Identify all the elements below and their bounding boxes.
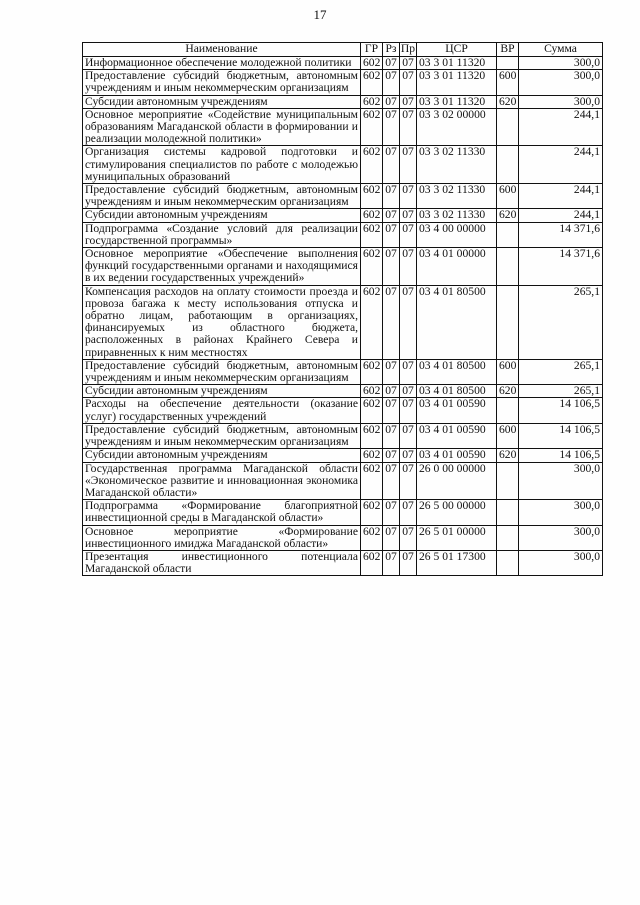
cell-pr: 07 (400, 108, 417, 146)
cell-pr: 07 (400, 57, 417, 70)
cell-vr: 600 (497, 359, 519, 384)
cell-sum: 265,1 (519, 285, 603, 359)
cell-gr: 602 (361, 550, 383, 575)
cell-csr: 26 5 00 00000 (417, 500, 497, 525)
cell-sum: 300,0 (519, 500, 603, 525)
cell-rz: 07 (383, 70, 400, 95)
table-row (83, 70, 603, 95)
cell-csr: 03 4 00 00000 (417, 222, 497, 247)
table-body (83, 57, 603, 576)
cell-pr: 07 (400, 423, 417, 448)
table-row (83, 108, 603, 146)
cell-name: Предоставление субсидий бюджетным, автономным учреждениям и иным некоммерческим организациям (83, 184, 361, 209)
cell-rz: 07 (383, 385, 400, 398)
cell-pr: 07 (400, 359, 417, 384)
cell-sum: 265,1 (519, 359, 603, 384)
cell-name: Основное мероприятие «Формирование инвестиционного имиджа Магаданской области» (83, 525, 361, 550)
page-number: 17 (313, 7, 327, 22)
cell-sum: 244,1 (519, 146, 603, 184)
cell-pr: 07 (400, 95, 417, 108)
cell-rz: 07 (383, 57, 400, 70)
cell-rz: 07 (383, 423, 400, 448)
cell-vr (497, 146, 519, 184)
table-row (83, 500, 603, 525)
cell-name: Презентация инвестиционного потенциала Магаданской области (83, 550, 361, 575)
cell-vr (497, 525, 519, 550)
cell-sum: 300,0 (519, 462, 603, 500)
budget-table (82, 42, 603, 576)
cell-name: Компенсация расходов на оплату стоимости проезда и провоза багажа к месту использования отпуска и обратно лицам, работающим в организациях, финансируемых из областного бюджета, расположенных в районах Крайнего Севера и приравненных к ним местностях (83, 285, 361, 359)
cell-gr: 602 (361, 359, 383, 384)
cell-gr: 602 (361, 57, 383, 70)
table-row (83, 222, 603, 247)
cell-rz: 07 (383, 359, 400, 384)
cell-vr: 600 (497, 70, 519, 95)
cell-pr: 07 (400, 209, 417, 222)
cell-gr: 602 (361, 108, 383, 146)
cell-vr: 600 (497, 423, 519, 448)
cell-csr: 26 5 01 17300 (417, 550, 497, 575)
cell-sum: 244,1 (519, 108, 603, 146)
cell-csr: 26 0 00 00000 (417, 462, 497, 500)
cell-name: Подпрограмма «Создание условий для реализации государственной программы» (83, 222, 361, 247)
cell-sum: 300,0 (519, 70, 603, 95)
cell-gr: 602 (361, 146, 383, 184)
header-vr: ВР (497, 43, 519, 57)
cell-gr: 602 (361, 184, 383, 209)
table-row (83, 146, 603, 184)
cell-gr: 602 (361, 209, 383, 222)
cell-csr: 03 4 01 80500 (417, 285, 497, 359)
cell-vr (497, 222, 519, 247)
cell-vr (497, 550, 519, 575)
cell-gr: 602 (361, 500, 383, 525)
table-row (83, 449, 603, 462)
cell-name: Основное мероприятие «Обеспечение выполнения функций государственными органами и находящимися в их ведении государственных учреждений» (83, 248, 361, 286)
table-row (83, 248, 603, 286)
cell-name: Предоставление субсидий бюджетным, автономным учреждениям и иным некоммерческим организациям (83, 423, 361, 448)
cell-rz: 07 (383, 248, 400, 286)
table-row (83, 57, 603, 70)
cell-pr: 07 (400, 385, 417, 398)
cell-vr (497, 500, 519, 525)
cell-rz: 07 (383, 209, 400, 222)
cell-vr: 620 (497, 209, 519, 222)
cell-name: Информационное обеспечение молодежной политики (83, 57, 361, 70)
cell-csr: 03 3 01 11320 (417, 95, 497, 108)
cell-sum: 300,0 (519, 57, 603, 70)
table-row (83, 359, 603, 384)
cell-gr: 602 (361, 285, 383, 359)
cell-rz: 07 (383, 462, 400, 500)
cell-rz: 07 (383, 108, 400, 146)
cell-pr: 07 (400, 146, 417, 184)
cell-gr: 602 (361, 423, 383, 448)
cell-csr: 03 4 01 00000 (417, 248, 497, 286)
header-row (83, 43, 603, 57)
cell-sum: 14 106,5 (519, 423, 603, 448)
cell-vr (497, 57, 519, 70)
cell-csr: 03 3 01 11320 (417, 70, 497, 95)
cell-vr (497, 398, 519, 423)
cell-vr: 620 (497, 449, 519, 462)
cell-gr: 602 (361, 525, 383, 550)
header-name: Наименование (83, 43, 361, 57)
cell-pr: 07 (400, 248, 417, 286)
cell-vr: 600 (497, 184, 519, 209)
cell-name: Предоставление субсидий бюджетным, автономным учреждениям и иным некоммерческим организациям (83, 359, 361, 384)
cell-name: Субсидии автономным учреждениям (83, 449, 361, 462)
cell-csr: 03 4 01 00590 (417, 449, 497, 462)
header-pr: Пр (400, 42, 416, 55)
cell-pr: 07 (400, 184, 417, 209)
cell-sum: 300,0 (519, 95, 603, 108)
cell-pr: 07 (400, 462, 417, 500)
header-gr: ГР (361, 43, 383, 57)
cell-vr: 620 (497, 95, 519, 108)
cell-rz: 07 (383, 146, 400, 184)
table-row (83, 525, 603, 550)
cell-rz: 07 (383, 222, 400, 247)
cell-csr: 26 5 01 00000 (417, 525, 497, 550)
cell-name: Организация системы кадровой подготовки и стимулирования специалистов по работе с молодежью муниципальных образований (83, 146, 361, 184)
table-row (83, 550, 603, 575)
table-row (83, 462, 603, 500)
cell-gr: 602 (361, 462, 383, 500)
cell-csr: 03 3 02 11330 (417, 209, 497, 222)
cell-gr: 602 (361, 449, 383, 462)
cell-sum: 14 371,6 (519, 248, 603, 286)
cell-sum: 265,1 (519, 385, 603, 398)
cell-gr: 602 (361, 385, 383, 398)
cell-sum: 300,0 (519, 525, 603, 550)
cell-rz: 07 (383, 500, 400, 525)
cell-pr: 07 (400, 500, 417, 525)
cell-name: Субсидии автономным учреждениям (83, 209, 361, 222)
cell-pr: 07 (400, 525, 417, 550)
cell-name: Основное мероприятие «Содействие муниципальным образованиям Магаданской области в формировании и реализации молодежной политики» (83, 108, 361, 146)
table-row (83, 423, 603, 448)
cell-rz: 07 (383, 95, 400, 108)
cell-rz: 07 (383, 525, 400, 550)
header-csr: ЦСР (417, 43, 497, 57)
cell-csr: 03 3 02 00000 (417, 108, 497, 146)
cell-vr (497, 248, 519, 286)
cell-gr: 602 (361, 248, 383, 286)
cell-rz: 07 (383, 550, 400, 575)
table-row (83, 385, 603, 398)
cell-rz: 07 (383, 398, 400, 423)
cell-name: Предоставление субсидий бюджетным, автономным учреждениям и иным некоммерческим организациям (83, 70, 361, 95)
cell-name: Государственная программа Магаданской области «Экономическое развитие и инновационная экономика Магаданской области» (83, 462, 361, 500)
table-row (83, 95, 603, 108)
cell-gr: 602 (361, 70, 383, 95)
table-row (83, 398, 603, 423)
cell-csr: 03 3 01 11320 (417, 57, 497, 70)
cell-name: Расходы на обеспечение деятельности (оказание услуг) государственных учреждений (83, 398, 361, 423)
cell-vr (497, 285, 519, 359)
cell-name: Субсидии автономным учреждениям (83, 385, 361, 398)
cell-pr: 07 (400, 285, 417, 359)
header-rz: Рз (383, 43, 400, 57)
cell-csr: 03 4 01 00590 (417, 398, 497, 423)
cell-csr: 03 4 01 80500 (417, 385, 497, 398)
cell-sum: 300,0 (519, 550, 603, 575)
cell-pr: 07 (400, 70, 417, 95)
cell-sum: 14 371,6 (519, 222, 603, 247)
cell-vr (497, 462, 519, 500)
cell-name: Подпрограмма «Формирование благоприятной инвестиционной среды в Магаданской области» (83, 500, 361, 525)
cell-csr: 03 4 01 80500 (417, 359, 497, 384)
table-row (83, 184, 603, 209)
cell-csr: 03 4 01 00590 (417, 423, 497, 448)
cell-gr: 602 (361, 95, 383, 108)
cell-sum: 14 106,5 (519, 398, 603, 423)
cell-vr (497, 108, 519, 146)
cell-gr: 602 (361, 398, 383, 423)
cell-rz: 07 (383, 184, 400, 209)
cell-rz: 07 (383, 449, 400, 462)
cell-gr: 602 (361, 222, 383, 247)
cell-sum: 244,1 (519, 209, 603, 222)
table-row (83, 209, 603, 222)
cell-pr: 07 (400, 398, 417, 423)
header-sum: Сумма (519, 43, 603, 57)
cell-csr: 03 3 02 11330 (417, 184, 497, 209)
table-row (83, 285, 603, 359)
cell-pr: 07 (400, 449, 417, 462)
cell-name: Субсидии автономным учреждениям (83, 95, 361, 108)
cell-csr: 03 3 02 11330 (417, 146, 497, 184)
cell-sum: 244,1 (519, 184, 603, 209)
cell-pr: 07 (400, 550, 417, 575)
cell-pr: 07 (400, 222, 417, 247)
cell-rz: 07 (383, 285, 400, 359)
cell-sum: 14 106,5 (519, 449, 603, 462)
cell-vr: 620 (497, 385, 519, 398)
